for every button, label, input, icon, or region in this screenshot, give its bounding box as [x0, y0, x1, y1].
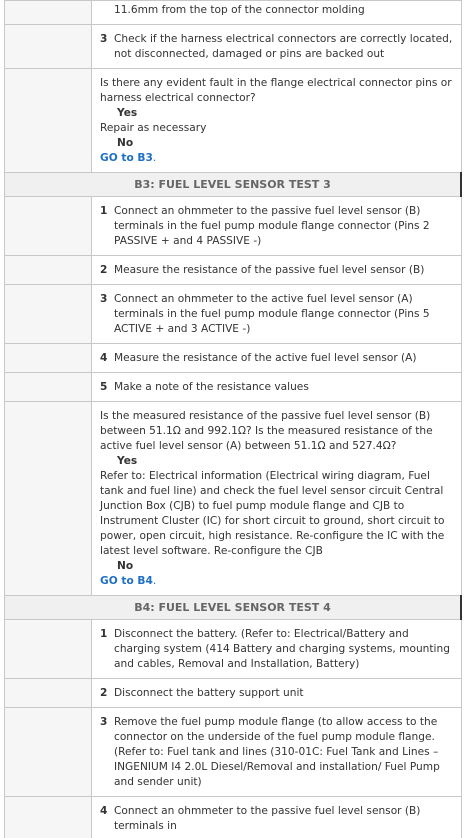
table-row [5, 797, 462, 838]
section-title: B3: FUEL LEVEL SENSOR TEST 3 [5, 173, 462, 197]
step-text: Connect an ohmmeter to the passive fuel level sensor (B) terminals in the fuel pump module flange connector (Pins 2 PASSIVE + and 4 PASSIVE -) [114, 205, 430, 247]
step-number: 4 [100, 805, 108, 817]
yes-action: Refer to: Electrical information (Electrical wiring diagram, Fuel tank and fuel line) and check the fuel level sensor circuit Central Junction Box (CJB) to fuel pump module flange and CJB to Instrument Cluster (IC) for short circuit to ground, short circuit to power, open circuit, high resistance. Re-configure the IC with the latest level software. Re-configure the CJB [100, 470, 445, 557]
diagnostic-table [4, 0, 462, 838]
step-number: 3 [100, 33, 108, 45]
go-to-b4-link[interactable]: GO to B4 [100, 575, 153, 587]
step-text: Remove the fuel pump module flange (to allow access to the connector on the underside of the fuel pump module flange. (Refer to: Fuel tank and lines (310-01C: Fuel Tank and Lines – INGENIUM I4 2.0L Diesel/Removal and installation/ Fuel Pump and sender unit) [114, 716, 440, 788]
step-text: Disconnect the battery. (Refer to: Electrical/Battery and charging system (414 Battery and charging systems, mounting and cables, Removal and Installation, Battery) [114, 628, 450, 670]
step-text: Check if the harness electrical connectors are correctly located, not disconnected, damaged or pins are backed out [114, 33, 453, 60]
table-row [5, 197, 462, 256]
no-label: No [117, 137, 134, 149]
table-row [5, 344, 462, 373]
step-text: Connect an ohmmeter to the passive fuel level sensor (B) terminals in [114, 805, 421, 832]
step-number: 5 [100, 381, 108, 393]
table-row [5, 25, 462, 69]
step-text: Connect an ohmmeter to the active fuel level sensor (A) terminals in the fuel pump module flange connector (Pins 5 ACTIVE + and 3 ACTIVE -) [114, 293, 430, 335]
section-header-b3 [5, 173, 462, 197]
go-to-b3-link[interactable]: GO to B3 [100, 152, 153, 164]
step-number: 1 [100, 628, 108, 640]
question-text: Is there any evident fault in the flange electrical connector pins or harness electrical connector? [100, 77, 452, 104]
yes-action: Repair as necessary [100, 122, 207, 134]
yes-label: Yes [117, 455, 138, 467]
yes-label: Yes [117, 107, 138, 119]
table-row [5, 373, 462, 402]
table-row [5, 708, 462, 797]
step-number: 1 [100, 205, 108, 217]
section-title: B4: FUEL LEVEL SENSOR TEST 4 [5, 596, 462, 620]
table-row [5, 620, 462, 679]
table-row [5, 256, 462, 285]
step-text: Measure the resistance of the passive fuel level sensor (B) [114, 264, 425, 276]
step-text: Measure the resistance of the active fuel level sensor (A) [114, 352, 417, 364]
section-header-b4 [5, 596, 462, 620]
step-text: Disconnect the battery support unit [114, 687, 304, 699]
no-label: No [117, 560, 134, 572]
table-row: Is the measured resistance of the passive fuel level sensor (B) between 51.1Ω and 992.1Ω? Is the measured resistance of the active fuel level sensor (A) between 51.1Ω and 527.4Ω? Yes Refer to: Electrical information (Electrical wiring diagram, Fuel tank and fuel line) and check the fuel level sensor circuit Central Junction Box (CJB) to fuel pump module flange and CJB to Instrument Cluster (IC) for short circuit to ground, short circuit to power, open circuit, high resistance. Re-configure the IC with the latest level software. Re-configure the CJB No GO to B4. [5, 402, 462, 596]
table-row [5, 285, 462, 344]
table-row [5, 679, 462, 708]
step-number: 4 [100, 352, 108, 364]
question-text: Is the measured resistance of the passive fuel level sensor (B) between 51.1Ω and 992.1Ω? Is the measured resistance of the active fuel level sensor (A) between 51.1Ω and 527.4Ω? [100, 410, 433, 452]
table-row [5, 1, 462, 25]
step-text: 11.6mm from the top of the connector molding [114, 4, 365, 16]
step-number: 3 [100, 716, 108, 728]
step-number: 2 [100, 264, 108, 276]
step-number: 2 [100, 687, 108, 699]
step-text: Make a note of the resistance values [114, 381, 309, 393]
step-number: 3 [100, 293, 108, 305]
table-row: Is there any evident fault in the flange electrical connector pins or harness electrical connector? Yes Repair as necessary No GO to B3. [5, 69, 462, 173]
